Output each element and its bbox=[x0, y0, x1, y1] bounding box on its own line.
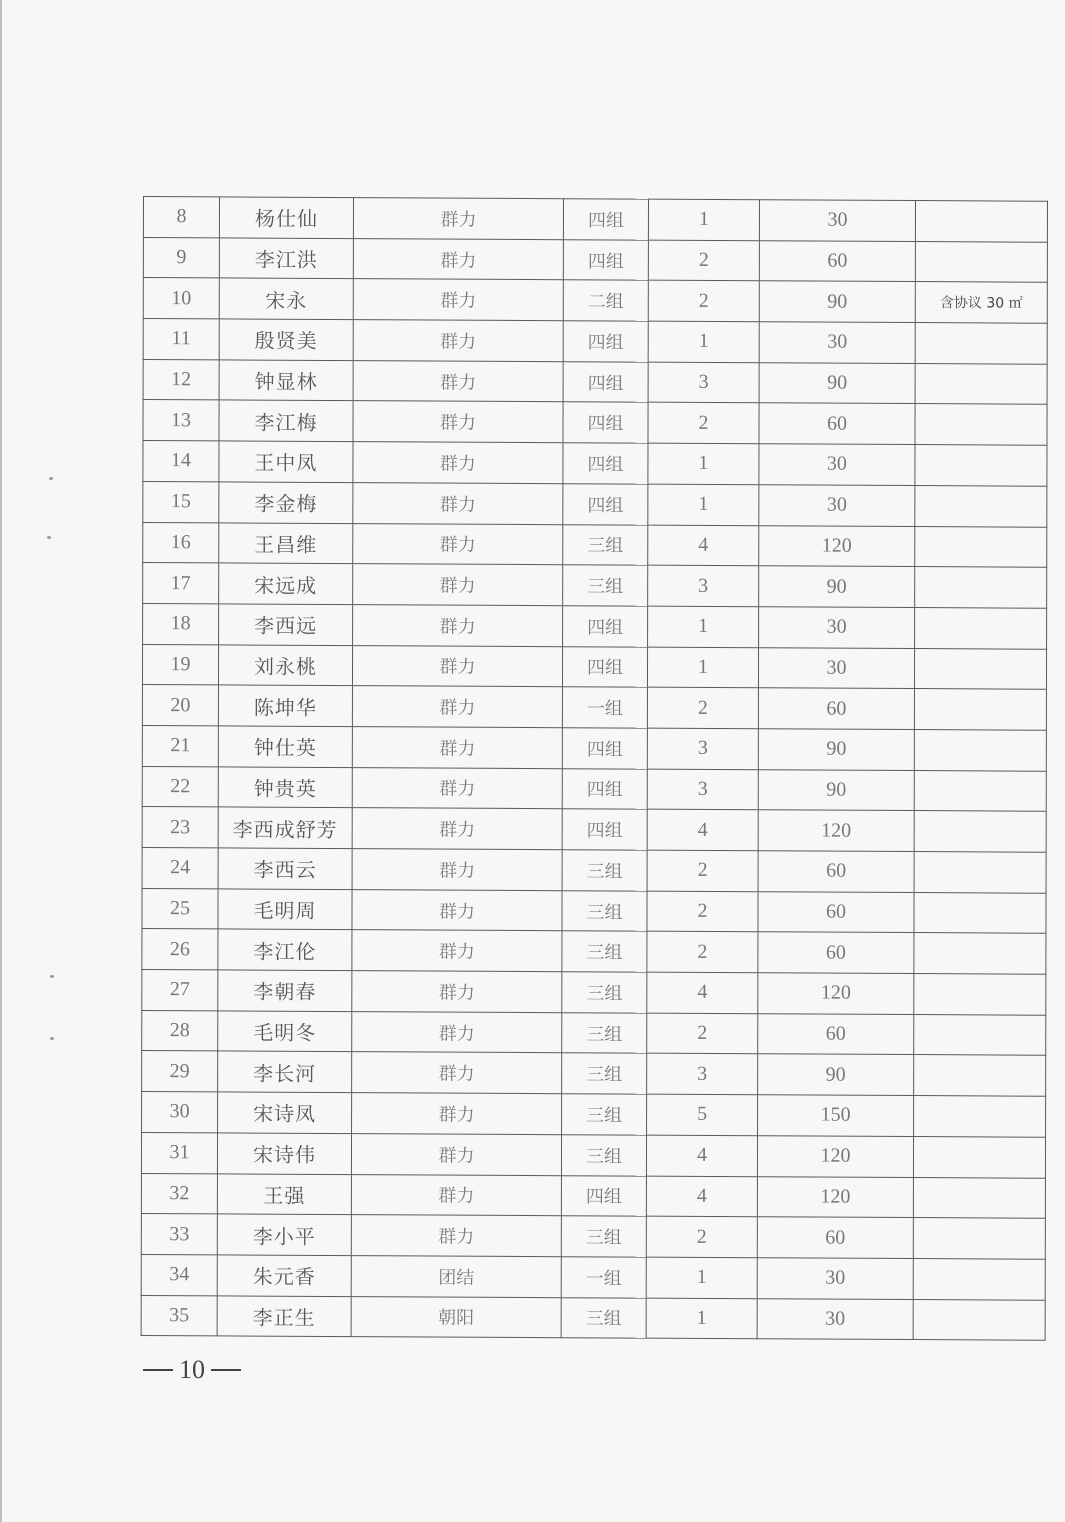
row-index-cell: 19 bbox=[142, 644, 218, 685]
table-row bbox=[142, 1010, 1046, 1055]
name-cell: 刘永桃 bbox=[218, 644, 352, 685]
area-cell: 60 bbox=[758, 891, 914, 933]
quantity-cell: 4 bbox=[648, 525, 759, 566]
scan-speck bbox=[49, 477, 53, 480]
name-cell: 王强 bbox=[217, 1173, 351, 1214]
group-cell: 四组 bbox=[563, 402, 648, 443]
group-cell: 三组 bbox=[562, 1053, 647, 1094]
group-cell: 一组 bbox=[561, 1257, 646, 1298]
area-cell: 30 bbox=[759, 322, 915, 364]
name-cell: 朱元香 bbox=[217, 1255, 351, 1296]
quantity-cell: 2 bbox=[648, 281, 759, 322]
note-cell bbox=[914, 892, 1046, 933]
name-cell: 杨仕仙 bbox=[219, 197, 353, 238]
name-cell: 李江梅 bbox=[219, 400, 353, 441]
quantity-cell: 2 bbox=[647, 850, 758, 891]
row-index-cell: 21 bbox=[142, 725, 218, 766]
table-row bbox=[143, 481, 1047, 526]
scan-speck bbox=[47, 536, 51, 539]
quantity-cell: 4 bbox=[647, 809, 758, 850]
area-cell: 30 bbox=[757, 1298, 913, 1340]
table-row bbox=[142, 888, 1046, 933]
area-cell: 60 bbox=[757, 1217, 913, 1259]
area-cell: 60 bbox=[759, 240, 915, 282]
quantity-cell: 4 bbox=[646, 1135, 757, 1176]
note-cell bbox=[915, 607, 1047, 648]
quantity-cell: 4 bbox=[647, 972, 758, 1013]
quantity-cell: 2 bbox=[646, 1216, 757, 1257]
page-left-edge bbox=[0, 0, 2, 1522]
village-cell: 群力 bbox=[352, 727, 562, 769]
name-cell: 殷贤美 bbox=[219, 319, 353, 360]
note-cell bbox=[913, 1177, 1045, 1218]
name-cell: 钟贵英 bbox=[218, 767, 352, 808]
area-cell: 60 bbox=[758, 1013, 914, 1055]
note-cell bbox=[915, 485, 1047, 526]
quantity-cell: 5 bbox=[647, 1094, 758, 1135]
note-cell: 含协议 30 ㎡ bbox=[915, 282, 1047, 323]
row-index-cell: 13 bbox=[143, 400, 219, 441]
quantity-cell: 3 bbox=[648, 565, 759, 606]
name-cell: 王中凤 bbox=[219, 441, 353, 482]
table-row bbox=[142, 644, 1046, 689]
note-cell bbox=[914, 852, 1046, 893]
quantity-cell: 2 bbox=[647, 891, 758, 932]
group-cell: 三组 bbox=[562, 972, 647, 1013]
area-cell: 60 bbox=[759, 403, 915, 445]
area-cell: 90 bbox=[758, 729, 914, 771]
row-index-cell: 28 bbox=[142, 1010, 218, 1051]
page-number-value: 10 bbox=[179, 1355, 205, 1384]
row-index-cell: 26 bbox=[142, 929, 218, 970]
group-cell: 三组 bbox=[561, 1135, 646, 1176]
village-cell: 群力 bbox=[351, 1133, 561, 1175]
note-cell bbox=[914, 770, 1046, 811]
note-cell bbox=[914, 1014, 1046, 1055]
row-index-cell: 20 bbox=[142, 685, 218, 726]
village-cell: 群力 bbox=[353, 442, 563, 484]
name-cell: 毛明周 bbox=[218, 889, 352, 930]
group-cell: 四组 bbox=[563, 239, 648, 280]
quantity-cell: 3 bbox=[647, 769, 758, 810]
area-cell: 30 bbox=[759, 607, 915, 649]
village-cell: 群力 bbox=[353, 523, 563, 565]
quantity-cell: 1 bbox=[647, 647, 758, 688]
row-index-cell: 12 bbox=[143, 359, 219, 400]
quantity-cell: 3 bbox=[647, 728, 758, 769]
area-cell: 90 bbox=[758, 1054, 914, 1096]
quantity-cell: 2 bbox=[647, 687, 758, 728]
row-index-cell: 34 bbox=[141, 1254, 217, 1295]
group-cell: 四组 bbox=[561, 1175, 646, 1216]
village-cell: 群力 bbox=[351, 1215, 561, 1257]
note-cell bbox=[915, 241, 1047, 282]
name-cell: 宋远成 bbox=[219, 563, 353, 604]
row-index-cell: 27 bbox=[142, 970, 218, 1011]
area-cell: 90 bbox=[758, 769, 914, 811]
note-cell bbox=[914, 933, 1046, 974]
quantity-cell: 1 bbox=[646, 1257, 757, 1298]
quantity-cell: 2 bbox=[647, 932, 758, 973]
village-cell: 群力 bbox=[352, 930, 562, 972]
group-cell: 四组 bbox=[563, 361, 648, 402]
table-row bbox=[142, 847, 1046, 892]
note-cell bbox=[913, 1299, 1045, 1340]
name-cell: 宋诗伟 bbox=[217, 1133, 351, 1174]
scan-speck bbox=[50, 1037, 54, 1040]
group-cell: 三组 bbox=[562, 1012, 647, 1053]
note-cell bbox=[915, 567, 1047, 608]
table-row bbox=[141, 1295, 1045, 1340]
group-cell: 三组 bbox=[563, 565, 648, 606]
area-cell: 120 bbox=[758, 810, 914, 852]
group-cell: 四组 bbox=[563, 321, 648, 362]
row-index-cell: 15 bbox=[143, 481, 219, 522]
area-cell: 30 bbox=[759, 200, 915, 242]
group-cell: 四组 bbox=[562, 768, 647, 809]
name-cell: 毛明冬 bbox=[218, 1011, 352, 1052]
note-cell bbox=[915, 404, 1047, 445]
quantity-cell: 4 bbox=[646, 1176, 757, 1217]
quantity-cell: 3 bbox=[647, 1054, 758, 1095]
group-cell: 三组 bbox=[562, 890, 647, 931]
name-cell: 李金梅 bbox=[219, 482, 353, 523]
row-index-cell: 16 bbox=[143, 522, 219, 563]
table-row bbox=[143, 359, 1047, 404]
note-cell bbox=[915, 526, 1047, 567]
village-cell: 群力 bbox=[353, 360, 563, 402]
note-cell bbox=[913, 1136, 1045, 1177]
area-cell: 150 bbox=[758, 1095, 914, 1137]
village-cell: 群力 bbox=[353, 564, 563, 606]
page-number-dash-right bbox=[211, 1369, 241, 1371]
note-cell bbox=[914, 729, 1046, 770]
note-cell bbox=[914, 974, 1046, 1015]
note-cell bbox=[915, 445, 1047, 486]
row-index-cell: 11 bbox=[143, 319, 219, 360]
village-cell: 群力 bbox=[352, 1093, 562, 1135]
row-index-cell: 14 bbox=[143, 441, 219, 482]
note-cell bbox=[914, 689, 1046, 730]
table-row bbox=[142, 1051, 1046, 1096]
name-cell: 宋诗凤 bbox=[218, 1092, 352, 1133]
quantity-cell: 2 bbox=[648, 403, 759, 444]
village-cell: 群力 bbox=[353, 482, 563, 524]
table-row bbox=[143, 197, 1047, 242]
note-cell bbox=[914, 811, 1046, 852]
village-cell: 团结 bbox=[351, 1255, 561, 1297]
area-cell: 90 bbox=[759, 281, 915, 323]
note-cell bbox=[914, 1055, 1046, 1096]
table-row bbox=[141, 1173, 1045, 1218]
scan-speck bbox=[50, 975, 54, 978]
village-cell: 群力 bbox=[353, 320, 563, 362]
village-cell: 群力 bbox=[352, 686, 562, 728]
group-cell: 四组 bbox=[563, 443, 648, 484]
table-row bbox=[143, 319, 1047, 364]
group-cell: 三组 bbox=[561, 1297, 646, 1338]
household-table-wrapper bbox=[141, 196, 1047, 1341]
row-index-cell: 8 bbox=[143, 197, 219, 238]
row-index-cell: 9 bbox=[143, 237, 219, 278]
area-cell: 30 bbox=[758, 647, 914, 689]
quantity-cell: 1 bbox=[648, 199, 759, 240]
table-row bbox=[142, 725, 1046, 770]
village-cell: 群力 bbox=[351, 1174, 561, 1216]
table-row bbox=[143, 237, 1047, 282]
table-row bbox=[142, 766, 1046, 811]
area-cell: 60 bbox=[758, 688, 914, 730]
area-cell: 30 bbox=[759, 485, 915, 527]
village-cell: 朝阳 bbox=[351, 1296, 561, 1338]
group-cell: 三组 bbox=[562, 931, 647, 972]
area-cell: 90 bbox=[759, 362, 915, 404]
village-cell: 群力 bbox=[353, 198, 563, 240]
group-cell: 三组 bbox=[561, 1216, 646, 1257]
table-row bbox=[141, 1214, 1045, 1259]
table-row bbox=[143, 278, 1047, 323]
group-cell: 四组 bbox=[563, 199, 648, 240]
quantity-cell: 2 bbox=[647, 1013, 758, 1054]
table-row bbox=[142, 929, 1046, 974]
village-cell: 群力 bbox=[352, 767, 562, 809]
note-cell bbox=[915, 201, 1047, 242]
row-index-cell: 35 bbox=[141, 1295, 217, 1336]
note-cell bbox=[915, 363, 1047, 404]
row-index-cell: 23 bbox=[142, 807, 218, 848]
area-cell: 30 bbox=[759, 444, 915, 486]
area-cell: 60 bbox=[758, 851, 914, 893]
name-cell: 钟显林 bbox=[219, 360, 353, 401]
quantity-cell: 3 bbox=[648, 362, 759, 403]
table-row bbox=[143, 603, 1047, 648]
name-cell: 李西成舒芳 bbox=[218, 807, 352, 848]
name-cell: 李小平 bbox=[217, 1214, 351, 1255]
name-cell: 宋永 bbox=[219, 278, 353, 319]
quantity-cell: 1 bbox=[648, 606, 759, 647]
note-cell bbox=[913, 1258, 1045, 1299]
village-cell: 群力 bbox=[352, 971, 562, 1013]
note-cell bbox=[915, 323, 1047, 364]
quantity-cell: 1 bbox=[648, 484, 759, 525]
area-cell: 30 bbox=[757, 1258, 913, 1300]
quantity-cell: 1 bbox=[648, 321, 759, 362]
village-cell: 群力 bbox=[353, 279, 563, 321]
group-cell: 二组 bbox=[563, 280, 648, 321]
table-row bbox=[142, 685, 1046, 730]
table-row bbox=[143, 441, 1047, 486]
name-cell: 李朝春 bbox=[218, 970, 352, 1011]
household-table bbox=[141, 196, 1048, 1341]
group-cell: 三组 bbox=[562, 1094, 647, 1135]
group-cell: 四组 bbox=[562, 809, 647, 850]
table-row bbox=[141, 1254, 1045, 1299]
quantity-cell: 1 bbox=[646, 1298, 757, 1339]
area-cell: 120 bbox=[757, 1136, 913, 1178]
quantity-cell: 2 bbox=[648, 240, 759, 281]
row-index-cell: 18 bbox=[143, 603, 219, 644]
village-cell: 群力 bbox=[352, 889, 562, 931]
page-number-dash-left bbox=[143, 1369, 173, 1371]
row-index-cell: 24 bbox=[142, 847, 218, 888]
name-cell: 王昌维 bbox=[219, 522, 353, 563]
row-index-cell: 30 bbox=[142, 1092, 218, 1133]
row-index-cell: 22 bbox=[142, 766, 218, 807]
row-index-cell: 31 bbox=[141, 1132, 217, 1173]
note-cell bbox=[914, 648, 1046, 689]
table-row bbox=[142, 807, 1046, 852]
village-cell: 群力 bbox=[352, 1052, 562, 1094]
name-cell: 李西云 bbox=[218, 848, 352, 889]
village-cell: 群力 bbox=[352, 1011, 562, 1053]
group-cell: 三组 bbox=[562, 850, 647, 891]
group-cell: 四组 bbox=[562, 728, 647, 769]
name-cell: 钟仕英 bbox=[218, 726, 352, 767]
row-index-cell: 10 bbox=[143, 278, 219, 319]
village-cell: 群力 bbox=[353, 401, 563, 443]
area-cell: 120 bbox=[758, 973, 914, 1015]
table-row bbox=[143, 522, 1047, 567]
name-cell: 李江伦 bbox=[218, 929, 352, 970]
area-cell: 120 bbox=[757, 1176, 913, 1218]
name-cell: 李西远 bbox=[219, 604, 353, 645]
quantity-cell: 1 bbox=[648, 443, 759, 484]
row-index-cell: 32 bbox=[141, 1173, 217, 1214]
village-cell: 群力 bbox=[352, 645, 562, 687]
group-cell: 三组 bbox=[563, 524, 648, 565]
area-cell: 90 bbox=[759, 566, 915, 608]
table-row bbox=[142, 970, 1046, 1015]
household-table-body bbox=[141, 197, 1047, 1341]
table-row bbox=[142, 1092, 1046, 1137]
area-cell: 60 bbox=[758, 932, 914, 974]
village-cell: 群力 bbox=[353, 238, 563, 280]
table-row bbox=[143, 400, 1047, 445]
group-cell: 四组 bbox=[563, 606, 648, 647]
village-cell: 群力 bbox=[352, 849, 562, 891]
group-cell: 四组 bbox=[562, 646, 647, 687]
table-row bbox=[141, 1132, 1045, 1177]
row-index-cell: 17 bbox=[143, 563, 219, 604]
village-cell: 群力 bbox=[353, 604, 563, 646]
row-index-cell: 25 bbox=[142, 888, 218, 929]
note-cell bbox=[914, 1096, 1046, 1137]
name-cell: 李江洪 bbox=[219, 238, 353, 279]
name-cell: 陈坤华 bbox=[218, 685, 352, 726]
table-row bbox=[143, 563, 1047, 608]
village-cell: 群力 bbox=[352, 808, 562, 850]
page-number bbox=[143, 1355, 241, 1385]
row-index-cell: 29 bbox=[142, 1051, 218, 1092]
group-cell: 一组 bbox=[562, 687, 647, 728]
note-cell bbox=[913, 1218, 1045, 1259]
name-cell: 李长河 bbox=[218, 1051, 352, 1092]
name-cell: 李正生 bbox=[217, 1295, 351, 1336]
area-cell: 120 bbox=[759, 525, 915, 567]
row-index-cell: 33 bbox=[141, 1214, 217, 1255]
group-cell: 四组 bbox=[563, 484, 648, 525]
